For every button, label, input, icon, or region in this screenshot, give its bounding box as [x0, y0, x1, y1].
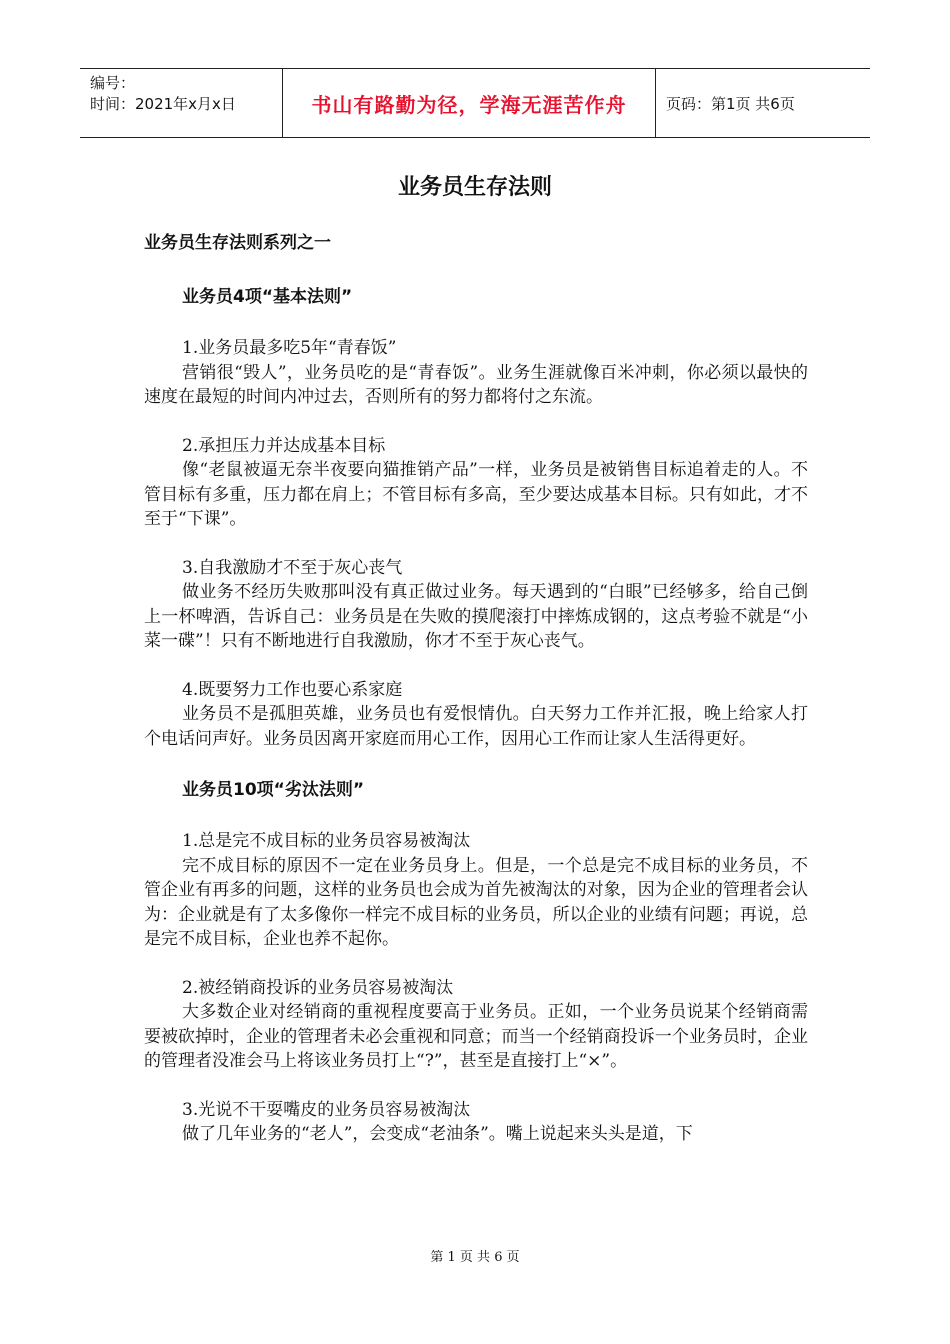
- header-page-code: 页码：第1页 共6页: [666, 94, 795, 113]
- item-body: 做了几年业务的“老人”，会变成“老油条”。嘴上说起来头头是道，下: [182, 1124, 693, 1144]
- item-heading: 1.业务员最多吃5年“青春饭”: [182, 338, 397, 358]
- list-item: [144, 1098, 808, 1147]
- document-number-label: 编号：: [90, 74, 136, 92]
- list-item: [144, 678, 808, 752]
- list-item: [144, 434, 808, 532]
- item-heading: 2.被经销商投诉的业务员容易被淘汰: [182, 977, 454, 998]
- header-info-cell: [80, 69, 283, 137]
- item-heading: 4.既要努力工作也要心系家庭: [182, 679, 403, 700]
- list-item: [144, 976, 808, 1074]
- item-body: 像“老鼠被逼无奈半夜要向猫推销产品”一样，业务员是被销售目标追着走的人。不管目标有多重，压力都在肩上；不管目标有多高，至少要达成基本目标。只有如此，才不至于“下课”。: [144, 460, 808, 529]
- document-date: 时间：2021年x月x日: [90, 95, 236, 113]
- header-table: [80, 68, 870, 138]
- list-item: [144, 336, 808, 410]
- section-title: 业务员4项“基本法则”: [182, 287, 353, 307]
- item-body: 完不成目标的原因不一定在业务员身上。但是，一个总是完不成目标的业务员，不管企业有再多的问题，这样的业务员也会成为首先被淘汰的对象，因为企业的管理者会认为：企业就是有了太多像你一样完不成目标的业务员，所以企业的业绩有问题；再说，总是完不成目标，企业也养不起你。: [144, 855, 808, 949]
- list-item: [144, 556, 808, 654]
- header-motto: 书山有路勤为径，学海无涯苦作舟: [283, 69, 656, 137]
- item-body: 营销很“毁人”，业务员吃的是“青春饭”。业务生涯就像百米冲刺，你必须以最快的速度在最短的时间内冲过去，否则所有的努力都将付之东流。: [144, 362, 808, 407]
- item-body: 大多数企业对经销商的重视程度要高于业务员。正如，一个业务员说某个经销商需要被砍掉时，企业的管理者未必会重视和同意；而当一个经销商投诉一个业务员时，企业的管理者没准会马上将该业务员打上“?”，甚至是直接打上“×”。: [144, 1002, 808, 1071]
- item-heading: 3.光说不干耍嘴皮的业务员容易被淘汰: [182, 1099, 471, 1120]
- item-heading: 3.自我激励才不至于灰心丧气: [182, 557, 403, 578]
- item-heading: 2.承担压力并达成基本目标: [182, 435, 386, 456]
- list-item: [144, 829, 808, 952]
- section-title: 业务员10项“劣汰法则”: [182, 780, 365, 800]
- page-footer: 第 1 页 共 6 页: [430, 1250, 520, 1265]
- series-title: 业务员生存法则系列之一: [144, 233, 331, 253]
- item-body: 业务员不是孤胆英雄，业务员也有爱恨情仇。白天努力工作并汇报，晚上给家人打个电话问声好。业务员因离开家庭而用心工作，因用心工作而让家人生活得更好。: [144, 704, 808, 749]
- document-body: [144, 228, 808, 1171]
- document-title: 业务员生存法则: [397, 175, 552, 200]
- item-heading: 1.总是完不成目标的业务员容易被淘汰: [182, 831, 471, 851]
- item-body: 做业务不经历失败那叫没有真正做过业务。每天遇到的“白眼”已经够多，给自己倒上一杯啤酒，告诉自己：业务员是在失败的摸爬滚打中摔炼成钢的，这点考验不就是“小菜一碟”！只有不断地进行自我激励，你才不至于灰心丧气。: [144, 582, 808, 651]
